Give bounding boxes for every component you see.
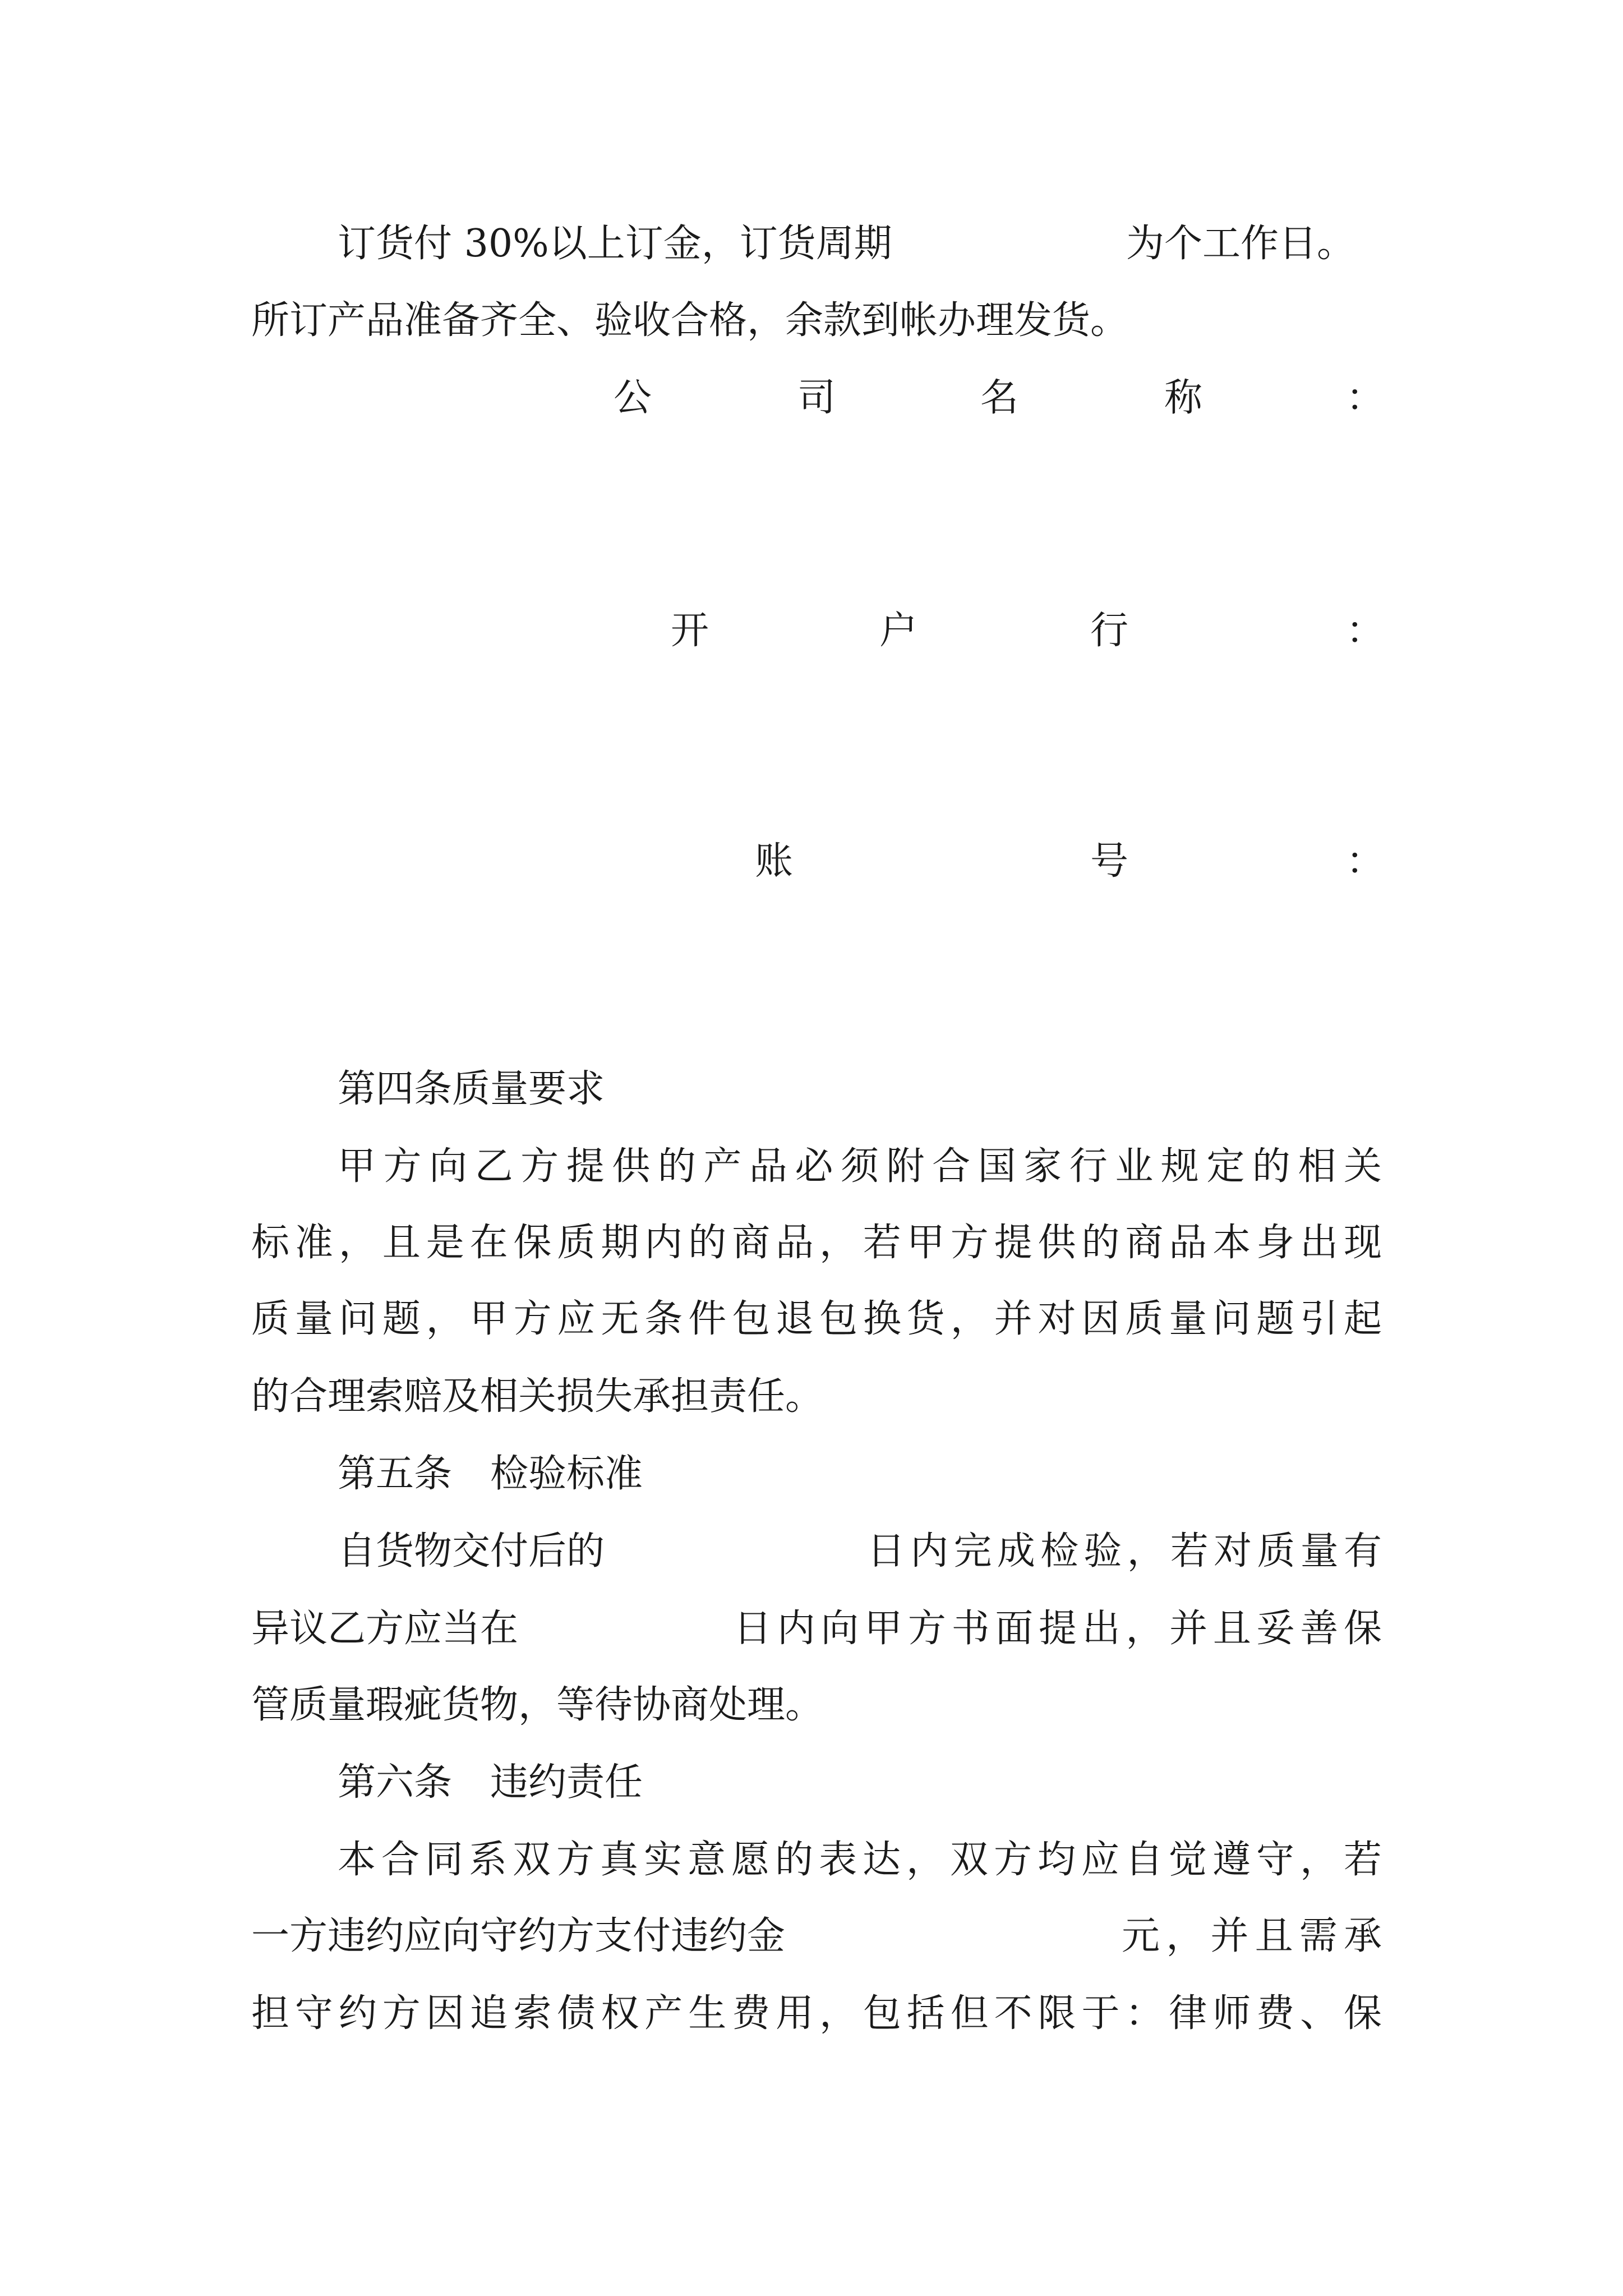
payment-line-2: 所订产品准备齐全、验收合格，余款到帐办理发货。 <box>251 298 1129 343</box>
company-char-2: 司 <box>797 376 836 420</box>
article5-line2-b: 日内向甲方书面提出，并且妥善保 <box>734 1607 1382 1651</box>
company-colon: ： <box>1346 376 1385 420</box>
article4-heading: 第四条质量要求 <box>338 1067 605 1111</box>
payment-text-a: 订货付 30%以上订金，订货周期 <box>338 222 892 266</box>
article5-line2-a: 异议乙方应当在 <box>251 1607 519 1651</box>
article4-line-4: 的合理索赔及相关损失承担责任。 <box>251 1374 824 1419</box>
payment-text-b: 为个工作日。 <box>1126 222 1355 266</box>
article6-heading: 第六条 违约责任 <box>338 1760 643 1805</box>
article4-line-2: 标准，且是在保质期内的商品，若甲方提供的商品本身出现 <box>251 1221 1382 1265</box>
article5-line1-b: 日内完成检验，若对质量有 <box>867 1529 1382 1573</box>
article6-line2-b: 元，并且需承 <box>1122 1914 1382 1958</box>
bank-char-2: 户 <box>879 609 918 653</box>
article5-heading: 第五条 检验标准 <box>338 1452 643 1496</box>
article6-line-3: 担守约方因追索债权产生费用，包括但不限于：律师费、保 <box>251 1991 1382 2036</box>
article6-line-1: 本合同系双方真实意愿的表达，双方均应自觉遵守，若 <box>338 1838 1382 1882</box>
company-char-1: 公 <box>614 376 652 420</box>
article5-line1-a: 自货物交付后的 <box>338 1529 605 1573</box>
account-colon: ： <box>1346 839 1385 884</box>
bank-char-3: 行 <box>1090 609 1129 653</box>
account-char-2: 号 <box>1090 839 1129 884</box>
bank-char-1: 开 <box>671 609 709 653</box>
article4-line-3: 质量问题，甲方应无条件包退包换货，并对因质量问题引起 <box>251 1297 1382 1341</box>
bank-colon: ： <box>1346 609 1385 653</box>
company-char-4: 称 <box>1164 376 1203 420</box>
account-char-1: 账 <box>755 839 794 884</box>
article6-line2-a: 一方违约应向守约方支付违约金 <box>251 1914 786 1958</box>
article4-line-1: 甲方向乙方提供的产品必须附合国家行业规定的相关 <box>338 1144 1382 1189</box>
article5-line-3: 管质量瑕疵货物，等待协商处理。 <box>251 1683 824 1727</box>
company-char-3: 名 <box>980 376 1019 420</box>
